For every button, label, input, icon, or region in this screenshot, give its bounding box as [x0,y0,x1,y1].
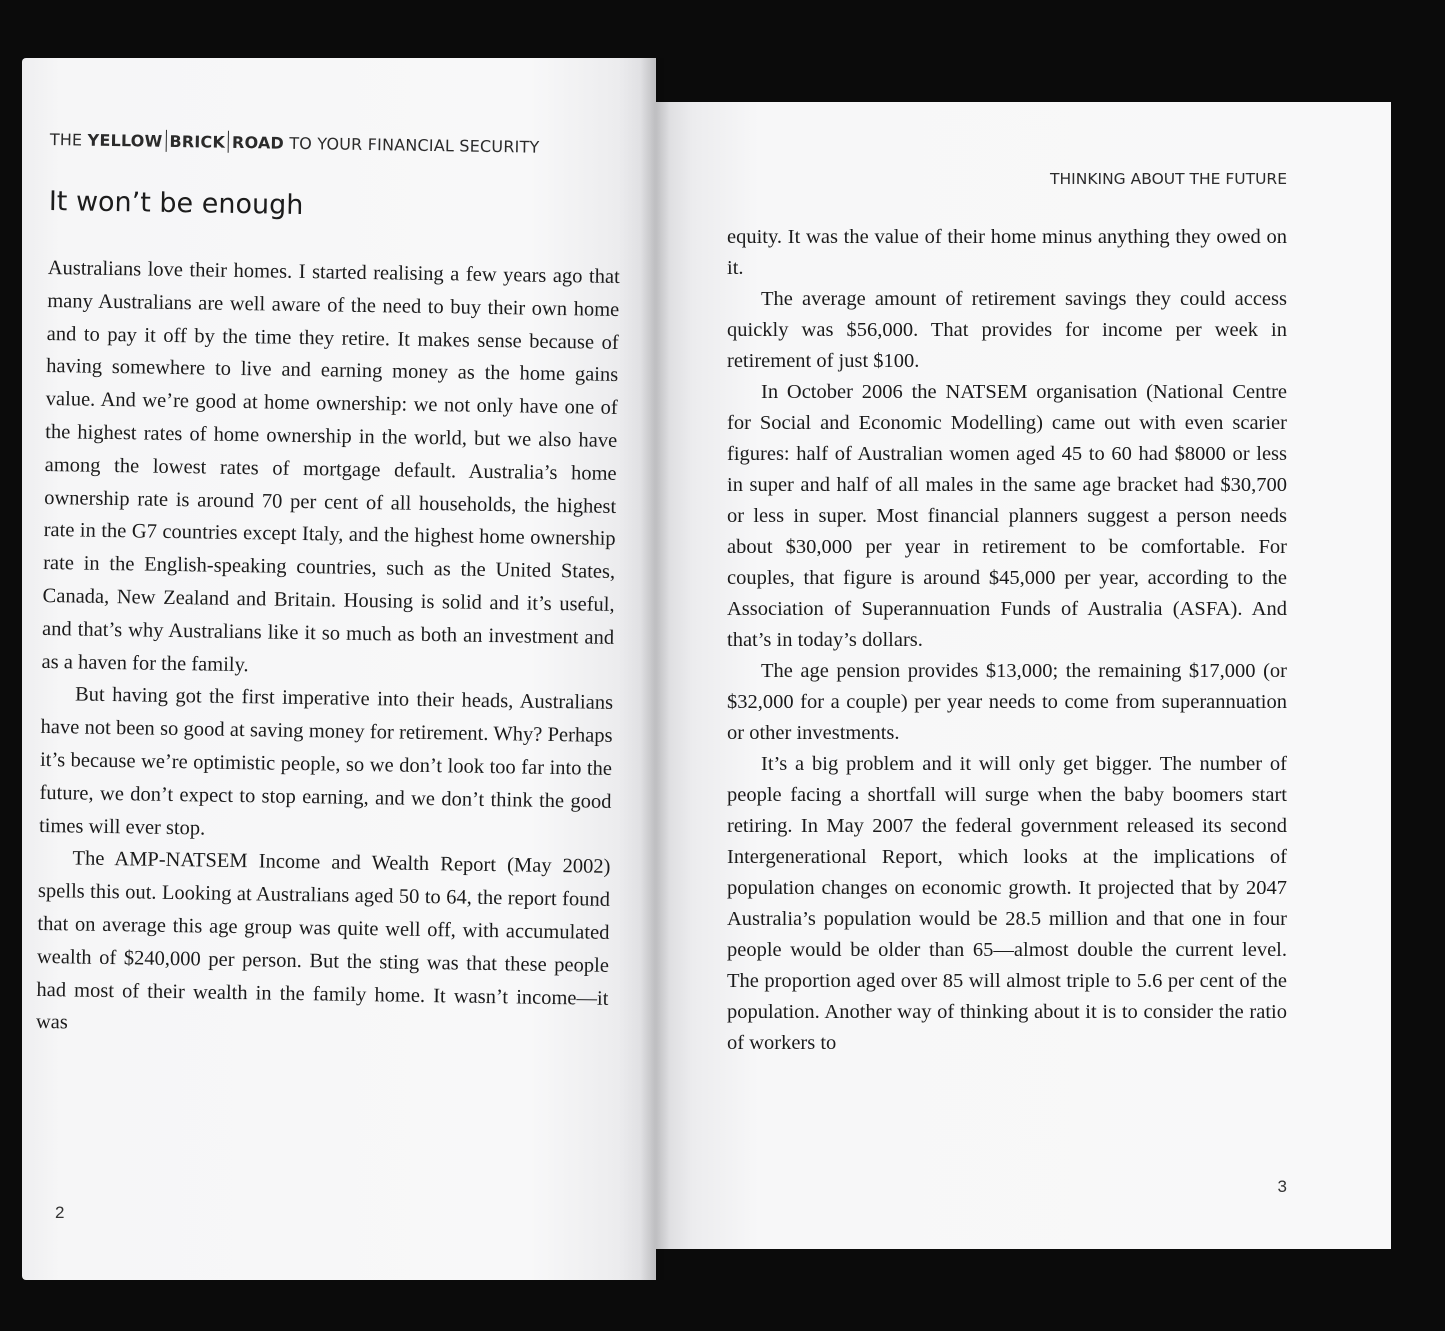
running-head-the: THE [49,129,83,150]
running-head-subtitle: TO YOUR FINANCIAL SECURITY [289,133,540,157]
paragraph: But having got the first imperative into their heads, Australians have not been so good at saving money for retirement. Why? Perhaps it’s because we’re optimistic people, so we don’t look too far into the future, we don’t expect to stop earning, and we don’t think the good times will ever stop. [38,683,614,840]
paragraph: Australians love their homes. I started realising a few years ago that many Australians are well aware of the need to buy their own home and to pay it off by the time they retire. It makes sense because of having somewhere to live and earning money as the home gains value. And we’re good at home ownership: we not only have one of the highest rates of home ownership in the world, but we also have among the lowest rates of mortgage default. Australia’s home ownership rate is around 70 per cent of all households, the highest rate in the G7 countries except Italy, and the highest home ownership rate in the English-speaking countries, such as the United States, Canada, New Zealand and Britain. Housing is solid and it’s useful, and that’s why Australians like it so much as both an investment and as a haven for the family. [41,256,620,676]
running-head-brick: BRICK [169,131,226,152]
running-head-yellow: YELLOW [87,130,163,151]
paragraph: The AMP-NATSEM Income and Wealth Report (May 2002) spells this out. Looking at Australians aged 50 to 64, the report found that on average this age group was quite well off, with accumulated wealth of $240,000 per person. But the sting was that these people had most of their wealth in the family home. It wasn’t income—it was [35,847,611,1034]
running-head-road: ROAD [231,132,285,153]
left-running-head [50,128,622,159]
paragraph: The average amount of retirement savings they could access quickly was $56,000. That provides for income per week in retirement of just $100. [727,288,1287,372]
paragraph: equity. It was the value of their home minus anything they owed on it. [727,226,1287,279]
running-head-divider [165,130,166,152]
right-page [656,102,1391,1249]
left-page-number: 2 [55,1203,65,1222]
left-body-text [36,252,620,1048]
paragraph: In October 2006 the NATSEM organisation (National Centre for Social and Economic Modelling) came out with even scarier figures: half of Australian women aged 45 to 60 had $8000 or less in super and half of all males in the same age bracket had $30,700 or less in super. Most financial planners suggest a person needs about $30,000 per year in retirement to be comfortable. For couples, that figure is around $45,000 per year, according to the Association of Superannuation Funds of Australia (ASFA). And that’s in today’s dollars. [727,381,1287,651]
left-page-content [36,128,622,1048]
left-page [22,58,656,1280]
paragraph: The age pension provides $13,000; the remaining $17,000 (or $32,000 for a couple) per year needs to come from superannuation or other investments. [727,660,1287,744]
chapter-title: It won’t be enough [48,185,304,221]
right-page-content [727,170,1287,1059]
right-body-text [727,222,1287,1059]
right-page-number: 3 [1277,1177,1287,1196]
running-head-divider [228,131,229,153]
right-running-head: THINKING ABOUT THE FUTURE [1050,170,1287,188]
paragraph: It’s a big problem and it will only get bigger. The number of people facing a shortfall will surge when the baby boomers start retiring. In May 2007 the federal government released its second Intergenerational Report, which looks at the implications of population changes on economic growth. It projected that by 2047 Australia’s population would be 28.5 million and that one in four people would be older than 65—almost double the current level. The proportion aged over 85 will almost triple to 5.6 per cent of the population. Another way of thinking about it is to consider the ratio of workers to [727,753,1287,1054]
